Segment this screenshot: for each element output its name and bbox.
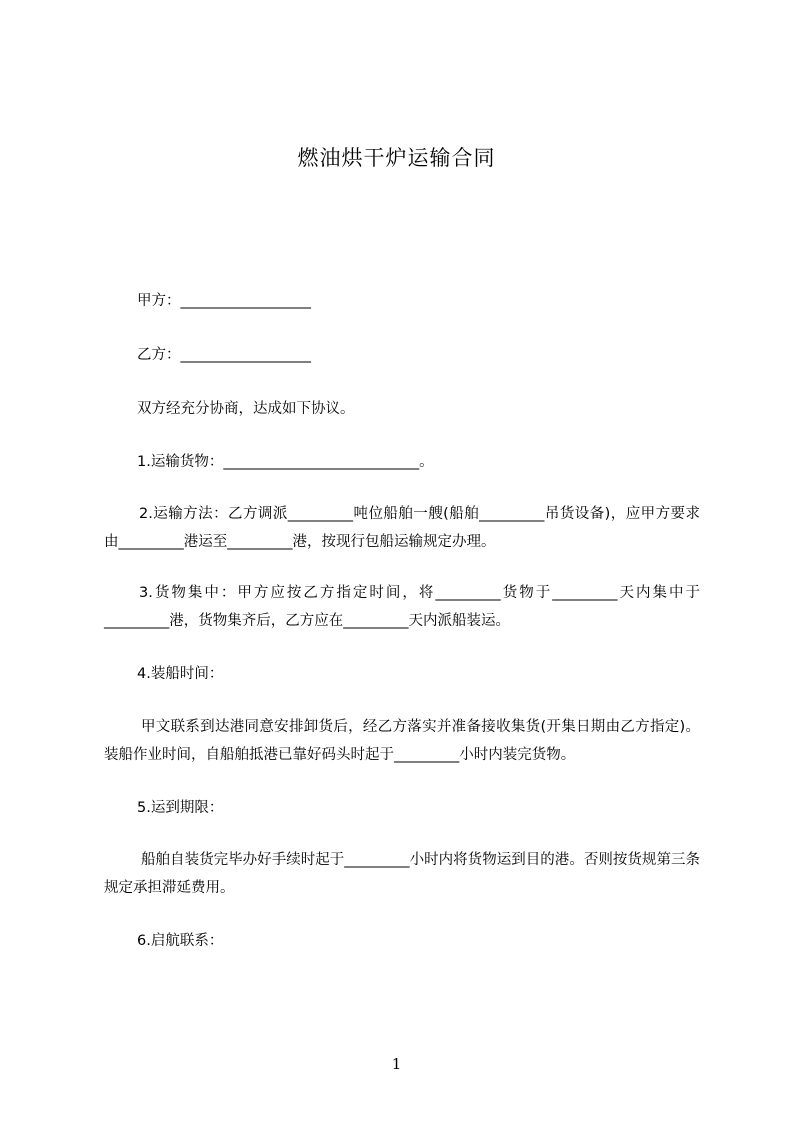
clause-3: 3.货物集中：甲方应按乙方指定时间，将_________货物于_________天内集中于_________港，货物集齐后，乙方应在_________天内派船装运。 — [104, 585, 700, 629]
party-b-line: 乙方：__________________ — [137, 347, 311, 363]
intro-paragraph: 双方经充分协商，达成如下协议。 — [137, 401, 355, 417]
clause-4-body: 甲文联系到达港同意安排卸货后，经乙方落实并准备接收集货(开集日期由乙方指定)。装船作业时间，自船舶抵港已靠好码头时起于_________小时内装完货物。 — [104, 719, 700, 763]
document-title: 燃油烘干炉运输合同 — [297, 146, 496, 170]
clause-5-heading: 5.运到期限： — [137, 800, 224, 816]
clause-1: 1.运输货物：___________________________。 — [137, 454, 434, 470]
clause-5-body: 船舶自装货完毕办好手续时起于_________小时内将货物运到目的港。否则按货规第三条规定承担滞延费用。 — [104, 852, 700, 896]
clause-4-heading: 4.装船时间： — [137, 666, 224, 682]
party-a-line: 甲方：__________________ — [137, 293, 311, 309]
page-number: 1 — [391, 1055, 402, 1073]
clause-2: 2.运输方法：乙方调派_________吨位船舶一艘(船舶_________吊货设备)，应甲方要求由_________港运至_________港，按现行包船运输规定办理。 — [104, 506, 700, 550]
clause-6-heading: 6.启航联系： — [137, 933, 224, 949]
